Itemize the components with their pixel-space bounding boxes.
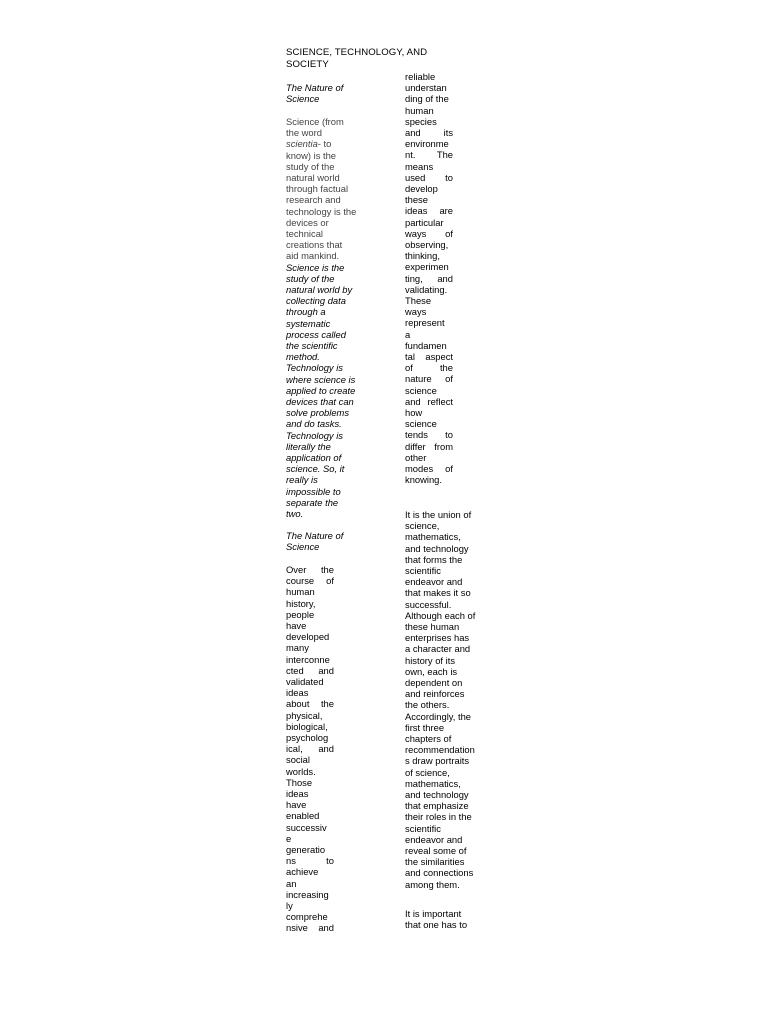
paragraph-line: validating. xyxy=(405,283,448,295)
paragraph-line: enabled xyxy=(286,810,320,822)
paragraph-line: dependent on xyxy=(405,677,463,688)
paragraph-line: These xyxy=(405,295,432,306)
paragraph-line: tends to xyxy=(405,429,453,441)
paragraph-line: applied to create xyxy=(286,384,356,396)
paragraph-line: species xyxy=(405,115,437,127)
paragraph-line: these xyxy=(405,194,428,206)
paragraph-line: ns to xyxy=(286,855,334,867)
paragraph-line: means xyxy=(405,160,434,172)
paragraph-line: validated xyxy=(286,676,324,687)
paragraph-line: and technology xyxy=(405,789,469,800)
paragraph-line: these human xyxy=(405,621,460,632)
paragraph-line: represent xyxy=(405,317,445,329)
paragraph-line: method. xyxy=(286,351,320,363)
paragraph-line: biological, xyxy=(286,720,328,732)
paragraph-line: interconne xyxy=(286,653,330,665)
paragraph-line: nt. The xyxy=(405,149,453,161)
paragraph-line: the others. xyxy=(405,699,450,711)
paragraph-line: impossible to xyxy=(286,485,341,497)
paragraph-line: ideas xyxy=(286,687,309,699)
paragraph-line: thinking, xyxy=(405,250,440,262)
paragraph-line: successiv xyxy=(286,821,327,833)
paragraph-line: and reflect xyxy=(405,395,453,407)
paragraph-line: science xyxy=(405,418,437,430)
paragraph-line: reliable xyxy=(405,71,436,82)
paragraph-line: that one has to xyxy=(405,919,468,931)
paragraph-line: comprehe xyxy=(286,911,328,923)
paragraph-line: study of the xyxy=(286,160,335,172)
paragraph-line: Technology is xyxy=(286,362,343,374)
paragraph-line: how xyxy=(405,407,423,418)
paragraph-line: experimen xyxy=(405,261,449,273)
paragraph-line: have xyxy=(286,620,307,631)
paragraph-line: application of xyxy=(286,452,342,463)
paragraph-line: increasing xyxy=(286,888,329,900)
paragraph-line: an xyxy=(286,877,297,889)
paragraph-line: ideas are xyxy=(405,205,453,217)
paragraph-line: literally the xyxy=(286,440,331,452)
paragraph-line: separate the xyxy=(286,496,339,508)
paragraph-line: ly xyxy=(286,900,293,911)
paragraph-line: know) is the xyxy=(286,149,337,161)
paragraph-line: about the xyxy=(286,698,334,710)
paragraph-line: devices or xyxy=(286,216,329,228)
paragraph-line: science xyxy=(405,384,437,396)
paragraph-line: own, each is xyxy=(405,665,458,677)
paragraph-line: have xyxy=(286,799,307,811)
paragraph-line: a character and xyxy=(405,643,471,655)
paragraph-line: study of the xyxy=(286,272,335,284)
paragraph-line: technology is the xyxy=(286,205,357,217)
paragraph-line: and do tasks. xyxy=(286,418,342,430)
paragraph-line: scientia- to xyxy=(286,138,332,150)
paragraph-line: human xyxy=(405,104,434,116)
paragraph-line: systematic xyxy=(286,317,331,329)
section-heading: Science xyxy=(286,93,320,105)
paragraph-line: achieve xyxy=(286,866,319,878)
paragraph-line: other xyxy=(405,451,427,463)
paragraph-line: creations that xyxy=(286,239,343,251)
paragraph-line: science, xyxy=(405,520,440,532)
paragraph-line: physical, xyxy=(286,709,323,721)
paragraph-line: a xyxy=(405,328,411,340)
paragraph-line: ding of the xyxy=(405,93,449,105)
paragraph-line: through a xyxy=(286,306,326,318)
paragraph-line: Science is the xyxy=(286,261,345,273)
section-heading: The Nature of xyxy=(286,530,344,541)
paragraph-line: natural world by xyxy=(286,284,353,295)
paragraph-line: nature of xyxy=(405,373,453,385)
paragraph-line: ways xyxy=(405,306,427,318)
paragraph-line: the scientific xyxy=(286,340,338,351)
paragraph-line: chapters of xyxy=(405,733,452,744)
paragraph-line: modes of xyxy=(405,463,453,474)
paragraph-line: social xyxy=(286,754,310,766)
paragraph-line: people xyxy=(286,608,315,620)
paragraph-line: Although each of xyxy=(405,609,476,621)
paragraph-line: It is important xyxy=(405,908,462,919)
paragraph-line: through factual xyxy=(286,183,349,195)
paragraph-line: generatio xyxy=(286,844,326,855)
paragraph-line: worlds. xyxy=(286,765,316,777)
paragraph-line: ideas xyxy=(286,788,309,799)
paragraph-line: scientific xyxy=(405,565,441,576)
paragraph-line: among them. xyxy=(405,878,460,890)
paragraph-line: It is the union of xyxy=(405,509,472,520)
paragraph-line: and reinforces xyxy=(405,688,465,700)
paragraph-line: first three xyxy=(405,721,445,733)
paragraph-line: scientific xyxy=(405,822,441,834)
title-line: SOCIETY xyxy=(286,58,329,70)
paragraph-line: understan xyxy=(405,82,447,94)
paragraph-line: that makes it so xyxy=(405,587,471,599)
paragraph-line: enterprises has xyxy=(405,632,470,644)
paragraph-line: endeavor and xyxy=(405,833,463,845)
paragraph-line: fundamen xyxy=(405,339,447,351)
paragraph-line: collecting data xyxy=(286,295,346,307)
paragraph-line: solve problems xyxy=(286,407,350,419)
paragraph-line: Technology is xyxy=(286,429,343,441)
paragraph-line: knowing. xyxy=(405,474,443,486)
paragraph-line: the word xyxy=(286,127,322,139)
paragraph-line: Accordingly, the xyxy=(405,710,472,722)
paragraph-line: e xyxy=(286,832,292,844)
paragraph-line: ical, and xyxy=(286,743,334,755)
paragraph-line: psycholog xyxy=(286,732,329,743)
paragraph-line: of the xyxy=(405,362,453,374)
paragraph-line: research and xyxy=(286,194,341,206)
paragraph-line: Over the xyxy=(286,564,334,575)
paragraph-line: observing, xyxy=(405,239,449,250)
paragraph-line: and its xyxy=(405,127,453,138)
section-heading: The Nature of xyxy=(286,82,344,93)
paragraph-line: developed xyxy=(286,631,330,643)
paragraph-line: process called xyxy=(286,328,346,340)
paragraph-line: ways of xyxy=(405,227,453,239)
paragraph-line: tal aspect xyxy=(405,351,453,362)
paragraph-line: devices that can xyxy=(286,396,354,407)
paragraph-line: of science, xyxy=(405,766,450,778)
paragraph-line: many xyxy=(286,642,309,654)
paragraph-line: Science (from xyxy=(286,116,344,127)
paragraph-line: history, xyxy=(286,597,316,609)
paragraph-line: reveal some of xyxy=(405,845,467,856)
paragraph-line: used to xyxy=(405,171,453,183)
paragraph-line: mathematics, xyxy=(405,531,461,543)
paragraph-line: that emphasize xyxy=(405,800,469,812)
paragraph-line: nsive and xyxy=(286,922,334,934)
paragraph-line: environme xyxy=(405,138,449,150)
paragraph-line: mathematics, xyxy=(405,777,461,789)
section-heading: Science xyxy=(286,541,320,553)
paragraph-line: aid mankind. xyxy=(286,250,340,262)
title-line: SCIENCE, TECHNOLOGY, AND xyxy=(286,47,428,58)
paragraph-line: science. So, it xyxy=(286,463,345,475)
paragraph-line: that forms the xyxy=(405,553,463,565)
paragraph-line: recommendation xyxy=(405,744,475,756)
paragraph-line: really is xyxy=(286,474,318,486)
paragraph-line: s draw portraits xyxy=(405,755,470,767)
paragraph-line: natural world xyxy=(286,172,340,183)
paragraph-line: differ from xyxy=(405,440,453,452)
paragraph-line: successful. xyxy=(405,598,452,610)
paragraph-line: course of xyxy=(286,575,334,587)
paragraph-line: Those xyxy=(286,776,313,788)
paragraph-line: two. xyxy=(286,508,304,519)
paragraph-line: human xyxy=(286,586,315,598)
paragraph-line: endeavor and xyxy=(405,576,463,588)
paragraph-line: and connections xyxy=(405,867,474,879)
paragraph-line: history of its xyxy=(405,654,456,666)
paragraph-line: where science is xyxy=(286,373,356,385)
paragraph-line: technical xyxy=(286,228,324,239)
paragraph-line: particular xyxy=(405,216,444,228)
paragraph-line: ting, and xyxy=(405,272,453,284)
paragraph-line: and technology xyxy=(405,542,469,554)
paragraph-line: develop xyxy=(405,183,438,194)
paragraph-line: cted and xyxy=(286,664,334,676)
paragraph-line: the similarities xyxy=(405,856,465,868)
paragraph-line: their roles in the xyxy=(405,811,472,823)
